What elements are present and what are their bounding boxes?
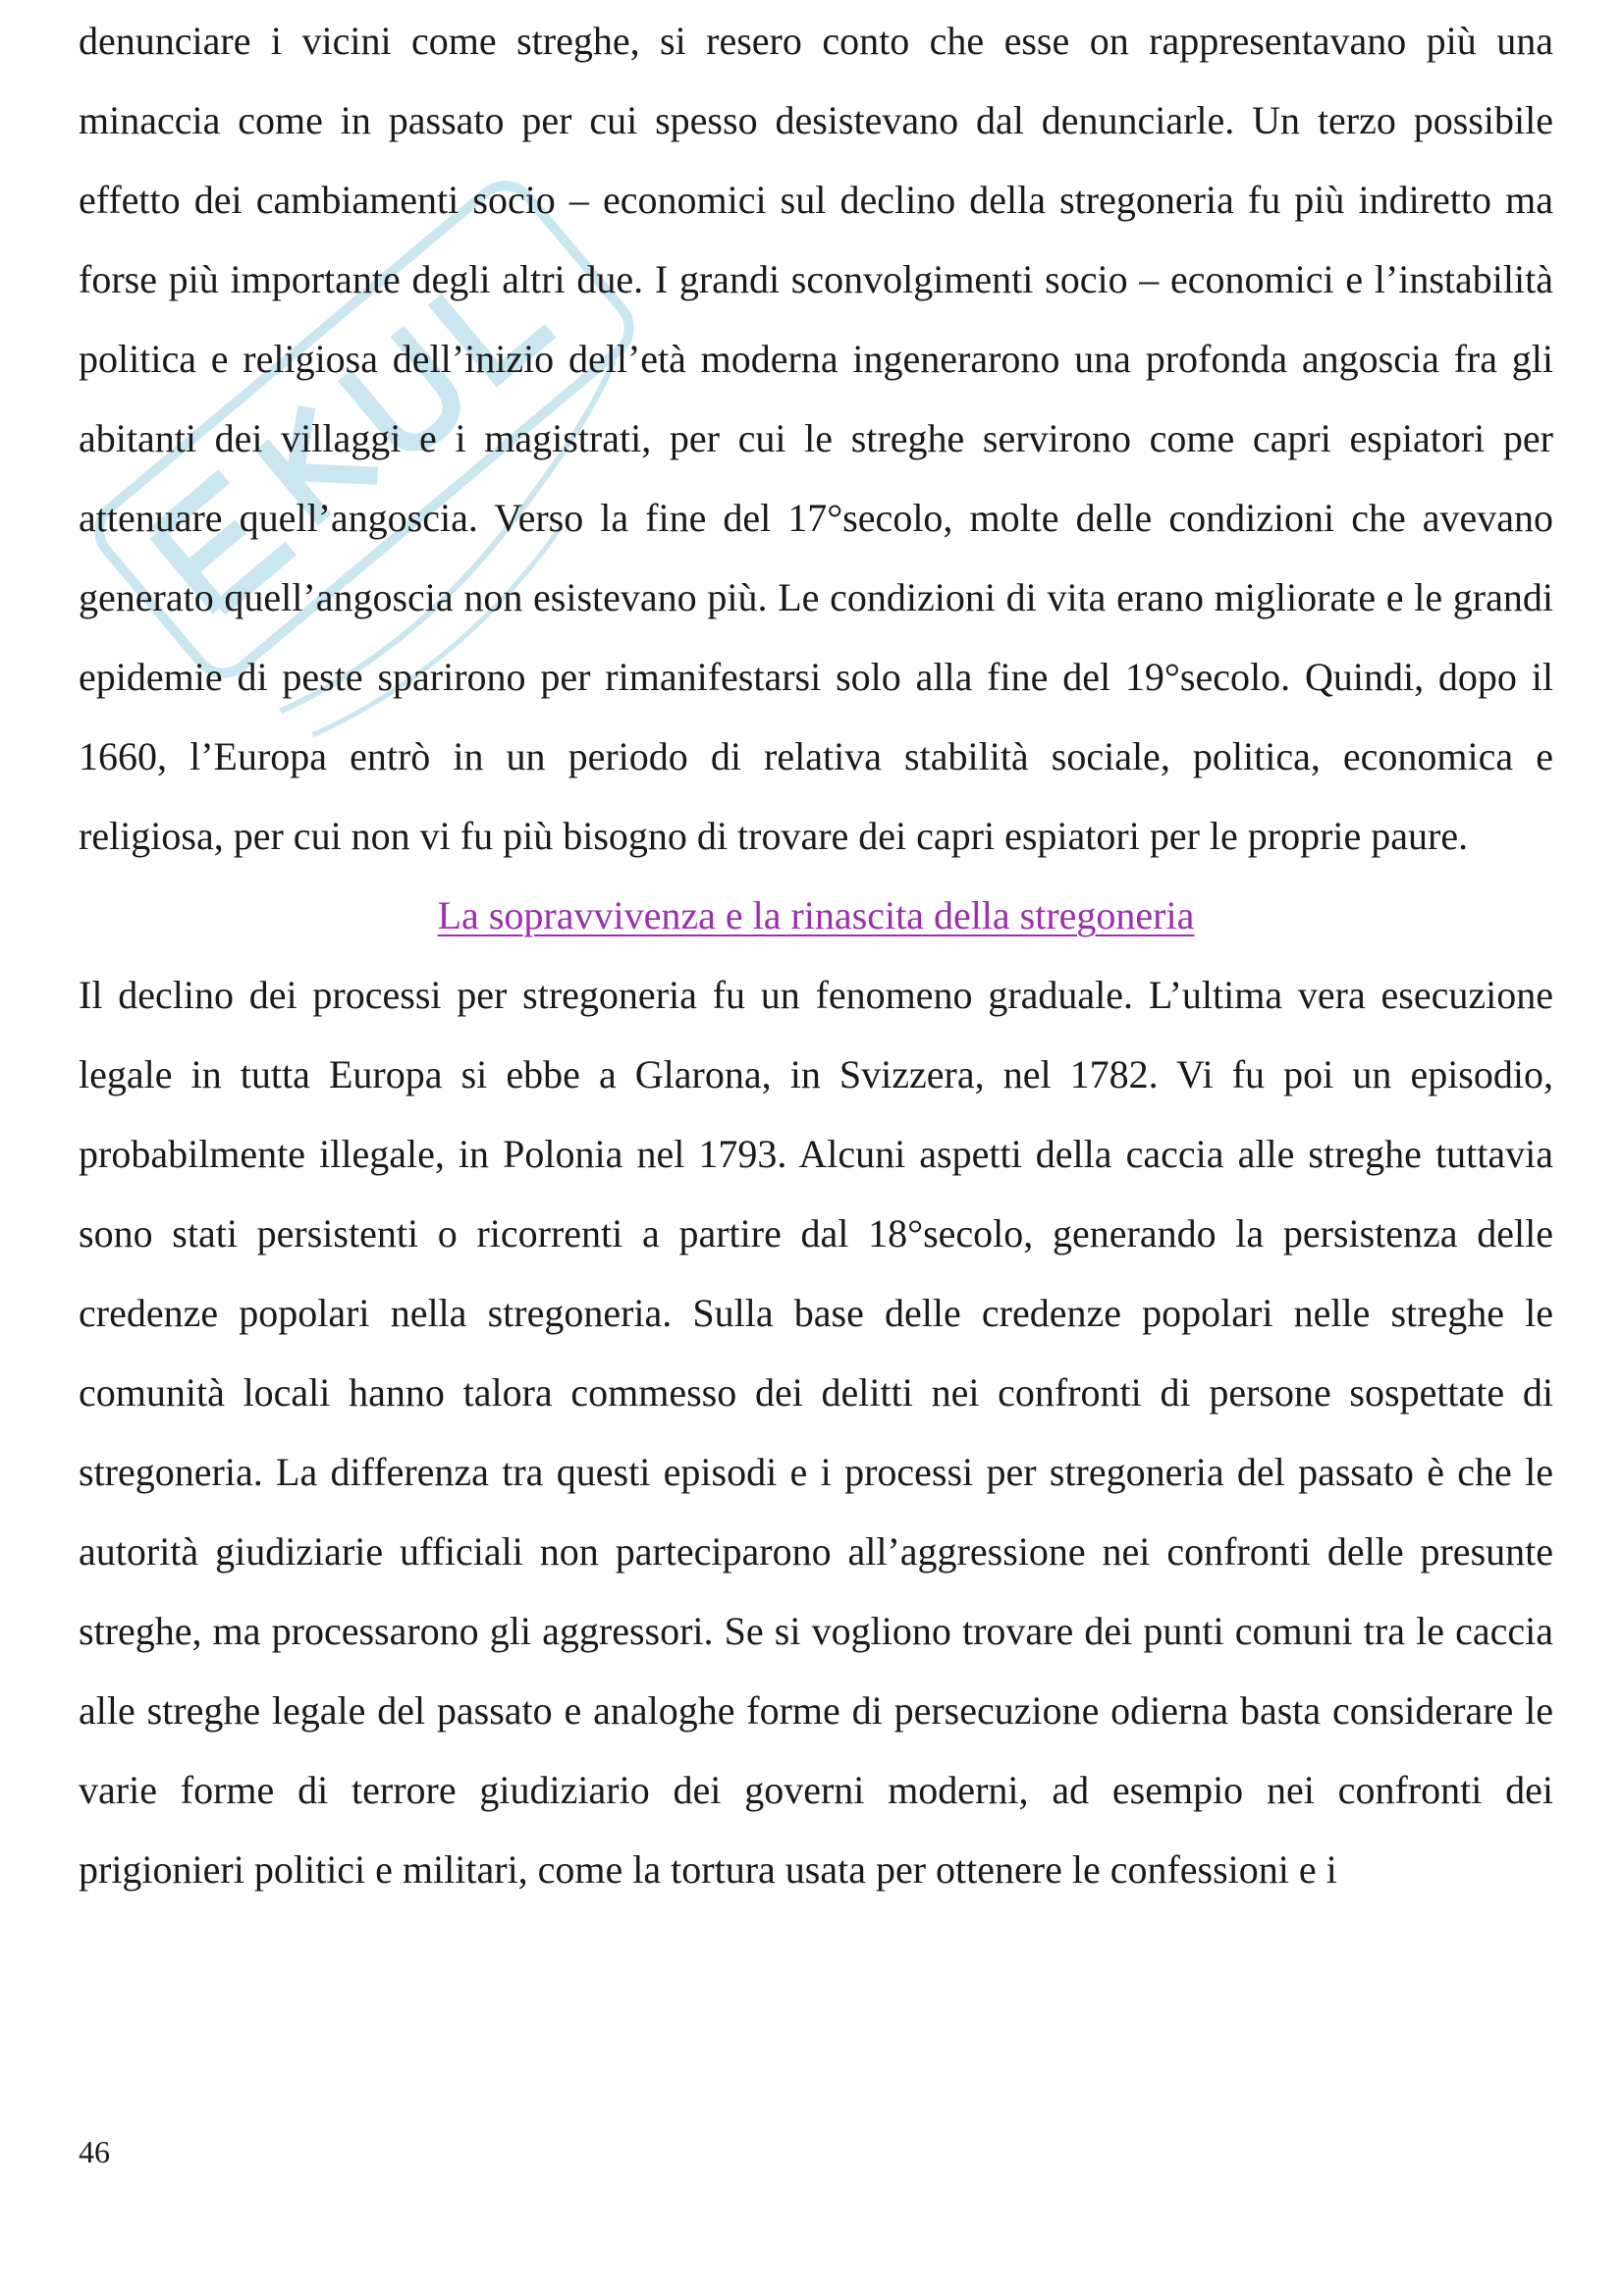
section-heading: La sopravvivenza e la rinascita della stregoneria xyxy=(437,893,1195,937)
body-paragraph: Il declino dei processi per stregoneria fu un fenomeno graduale. L’ultima vera esecuzione legale in tutta Europa si ebbe a Glarona, in Svizzera, nel 1782. Vi fu poi un episodio, probabilmente illegale, in Polonia nel 1793. Alcuni aspetti della caccia alle streghe tuttavia sono stati persistenti o ricorrenti a partire dal 18°secolo, generando la persistenza delle credenze popolari nella stregoneria. Sulla base delle credenze popolari nelle streghe le comunità locali hanno talora commesso dei delitti nei confronti di persone sospettate di stregoneria. La differenza tra questi episodi e i processi per stregoneria del passato è che le autorità giudiziarie ufficiali non parteciparono all’aggressione nei confronti delle presunte streghe, ma processarono gli aggressori. Se si vogliono trovare dei punti comuni tra le caccia alle streghe legale del passato e analoghe forme di persecuzione odierna basta considerare le varie forme di terrore giudiziario dei governi moderni, ad esempio nei confronti dei prigionieri politici e militari, come la tortura usata per ottenere le confessioni e i xyxy=(79,973,1553,1892)
document-page xyxy=(79,0,1553,1909)
page-number: 46 xyxy=(79,2134,110,2169)
body-paragraph: denunciare i vicini come streghe, si resero conto che esse on rappresentavano più una minaccia come in passato per cui spesso desistevano dal denunciarle. Un terzo possibile effetto dei cambiamenti socio – economici sul declino della stregoneria fu più indiretto ma forse più importante degli altri due. I grandi sconvolgimenti socio – economici e l’instabilità politica e religiosa dell’inizio dell’età moderna ingenerarono una profonda angoscia fra gli abitanti dei villaggi e i magistrati, per cui le streghe servirono come capri espiatori per attenuare quell’angoscia. Verso la fine del 17°secolo, molte delle condizioni che avevano generato quell’angoscia non esistevano più. Le condizioni di vita erano migliorate e le grandi epidemie di peste sparirono per rimanifestarsi solo alla fine del 19°secolo. Quindi, dopo il 1660, l’Europa entrò in un periodo di relativa stabilità sociale, politica, economica e religiosa, per cui non vi fu più bisogno di trovare dei capri espiatori per le proprie paure. xyxy=(79,19,1553,858)
